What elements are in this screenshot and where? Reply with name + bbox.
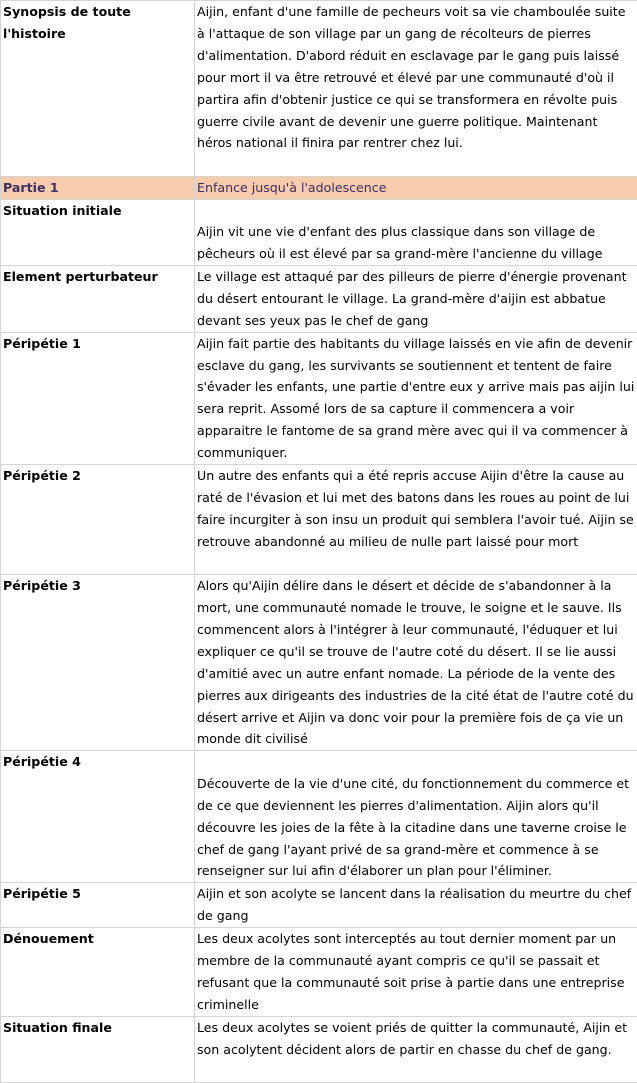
table-row: [1, 1016, 637, 1082]
row-text-cell[interactable]: Aijin fait partie des habitants du village laissés en vie afin de devenir esclave du gang, les survivants se soutiennent et tentent de faire s'évader les enfants, une partie d'entre eux y arrive mais pas aijin lui sera reprit. Assomé lors de sa capture il commencera a voir apparaitre le fantome de sa grand mère avec qui il va commencer à communiquer.: [195, 332, 637, 464]
row-text-cell[interactable]: Découverte de la vie d'une cité, du fonctionnement du commerce et de ce que deviennent les pierres d'alimentation. Aijin alors qu'il découvre les joies de la fête à la citadine dans une taverne croise le chef de gang l'ayant privé de sa grand-mère et commence à se renseigner sur lui afin d'élaborer un plan pour l'éliminer.: [195, 751, 637, 883]
row-label-cell[interactable]: Element perturbateur: [1, 265, 195, 332]
row-text-cell[interactable]: Aijin et son acolyte se lancent dans la réalisation du meurtre du chef de gang: [195, 883, 637, 928]
row-label-cell[interactable]: Dénouement: [1, 928, 195, 1017]
row-text-cell[interactable]: Alors qu'Aijin délire dans le désert et décide de s'abandonner à la mort, une communauté nomade le trouve, le soigne et le sauve. Ils commencent alors à l'intégrer à leur communauté, l'éduquer et lui expliquer ce qu'il se trouve de l'autre coté du désert. Il se lie aussi d'amitié avec un autre enfant nomade. La période de la vente des pierres aux dirigeants des industries de la cité état de l'autre coté du désert arrive et Aijin va donc voir pour la première fois de ça vie un monde dit civilisé: [195, 575, 637, 751]
section-title-cell[interactable]: Enfance jusqu'à l'adolescence: [195, 177, 637, 200]
table-row: [1, 265, 637, 332]
table-row: [1, 928, 637, 1017]
table-row: [1, 1, 637, 177]
row-text-cell[interactable]: Un autre des enfants qui a été repris accuse Aijin d'être la cause au raté de l'évasion et lui met des batons dans les roues au point de lui faire incurgiter à son insu un produit qui semblera l'avoir tué. Aijin se retrouve abandonné au milieu de nulle part laissé pour mort: [195, 465, 637, 575]
row-label-cell[interactable]: Synopsis de toute l'histoire: [1, 1, 195, 177]
table-row: [1, 332, 637, 464]
table-row: [1, 575, 637, 751]
row-text-cell[interactable]: Aijin, enfant d'une famille de pecheurs voit sa vie chamboulée suite à l'attaque de son village par un gang de récolteurs de pierres d'alimentation. D'abord réduit en esclavage par le gang puis laissé pour mort il va être retrouvé et élevé par une communauté d'où il partira afin d'obtenir justice ce qui se transformera en révolte puis guerre civile avant de devenir une guerre politique. Maintenant héros national il finira par rentrer chez lui.: [195, 1, 637, 177]
table-row: [1, 751, 637, 883]
row-label-cell[interactable]: Péripétie 1: [1, 332, 195, 464]
section-header-row: [1, 177, 637, 200]
row-label-cell[interactable]: Situation initiale: [1, 199, 195, 265]
row-text-cell[interactable]: Le village est attaqué par des pilleurs de pierre d'énergie provenant du désert entourant le village. La grand-mère d'aijin est abbatue devant ses yeux pas le chef de gang: [195, 265, 637, 332]
row-label-cell[interactable]: Péripétie 3: [1, 575, 195, 751]
row-label-cell[interactable]: Péripétie 2: [1, 465, 195, 575]
table-row: [1, 883, 637, 928]
row-label-cell[interactable]: Péripétie 5: [1, 883, 195, 928]
table-row: [1, 465, 637, 575]
row-text-cell[interactable]: Les deux acolytes se voient priés de quitter la communauté, Aijin et son acolytent décident alors de partir en chasse du chef de gang.: [195, 1016, 637, 1082]
row-label-cell[interactable]: Péripétie 4: [1, 751, 195, 883]
row-label-cell[interactable]: Situation finale: [1, 1016, 195, 1082]
row-text-cell[interactable]: Aijin vit une vie d'enfant des plus classique dans son village de pêcheurs où il est élevé par sa grand-mère l'ancienne du village: [195, 199, 637, 265]
section-label-cell[interactable]: Partie 1: [1, 177, 195, 200]
row-text-cell[interactable]: Les deux acolytes sont interceptés au tout dernier moment par un membre de la communauté ayant compris ce qu'il se passait et refusant que la communauté soit prise à partie dans une entreprise criminelle: [195, 928, 637, 1017]
table-row: [1, 199, 637, 265]
